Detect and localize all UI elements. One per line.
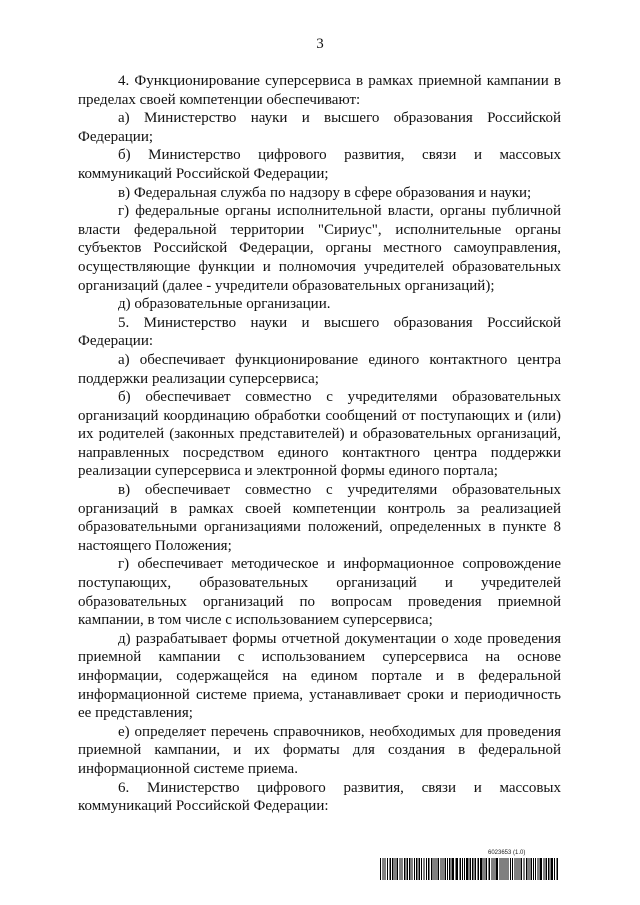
paragraph-5b: б) обеспечивает совместно с учредителями образовательных организаций координацию обработки сообщений от поступающих и (или) их родителей (законных представителей) и образовательных организаций, направленных посредством единого контактного центра поддержки реализации суперсервиса и электронной формы единого портала;: [78, 389, 561, 480]
paragraph-5v: в) обеспечивает совместно с учредителями образовательных организаций в рамках своей компетенции контроль за реализацией образовательными организациями положений, определенных в пункте 8 настоящего Положения;: [78, 482, 561, 554]
body-text: [78, 72, 561, 816]
paragraph-5: 5. Министерство науки и высшего образования Российской Федерации:: [78, 314, 561, 350]
paragraph-5e: е) определяет перечень справочников, необходимых для проведения приемной кампании, и их форматы для создания в федеральной информационной системе приема.: [78, 723, 561, 777]
paragraph-5g: г) обеспечивает методическое и информационное сопровождение поступающих, образовательных организаций и учредителей образовательных организаций по вопросам проведения приемной кампании, в том числе с использованием суперсервиса;: [78, 556, 561, 629]
paragraph-4b: б) Министерство цифрового развития, связи и массовых коммуникаций Российской Федерации;: [78, 147, 561, 182]
paragraph-4a: а) Министерство науки и высшего образования Российской Федерации;: [78, 110, 561, 145]
paragraph-5a: а) обеспечивает функционирование единого контактного центра поддержки реализации суперсервиса;: [78, 351, 561, 387]
paragraph-4v: в) Федеральная служба по надзору в сфере образования и науки;: [118, 184, 532, 201]
paragraph-4: 4. Функционирование суперсервиса в рамках приемной кампании в пределах своей компетенции обеспечивают:: [78, 73, 561, 108]
paragraph-5d: д) разрабатывает формы отчетной документации о ходе проведения приемной кампании с использованием суперсервиса на основе информации, содержащейся на едином портале и в федеральной информационной системе приема, устанавливает сроки и периодичность ее представления;: [78, 630, 561, 722]
page-number: 3: [316, 36, 324, 52]
barcode-icon: [380, 858, 558, 880]
document-code: 6023653 (1.0): [488, 850, 526, 856]
paragraph-4d: д) образовательные организации.: [118, 296, 331, 313]
paragraph-4g: г) федеральные органы исполнительной власти, органы публичной власти федеральной территории "Сириус", исполнительные органы субъектов Российской Федерации, органы местного самоуправления, осуществляющие функции и полномочия учредителей образовательных организаций (далее - учредители образовательных организаций);: [78, 203, 561, 294]
paragraph-6: 6. Министерство цифрового развития, связи и массовых коммуникаций Российской Федерации:: [78, 779, 561, 815]
